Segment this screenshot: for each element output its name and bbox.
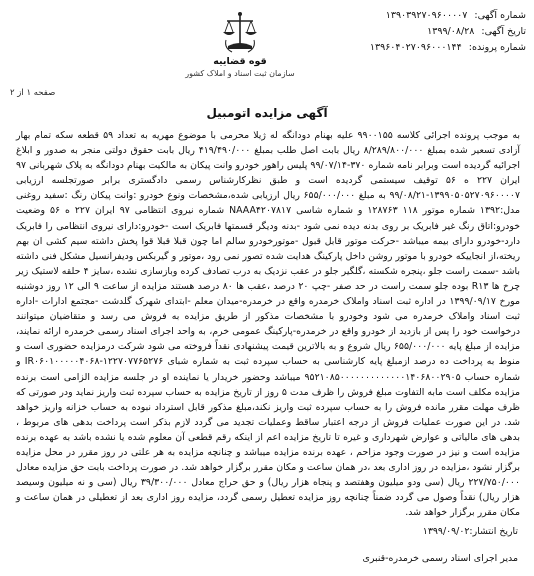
signature-line: مدیر اجرای اسناد رسمی خرمدره-قنبری (362, 553, 518, 564)
organization-block (170, 56, 310, 80)
ad-number: ۱۳۹۰۳۹۲۷۰۹۶۰۰۰۰۷ (385, 10, 468, 21)
page-number: صفحه ۱ از ۲ (10, 88, 56, 98)
judiciary-emblem-icon (220, 10, 260, 56)
ad-number-row (296, 8, 526, 24)
org-name: قوه قضاییه (213, 56, 267, 67)
case-number-label: شماره پرونده: (468, 42, 526, 53)
case-number-row (296, 40, 526, 56)
publication-date: تاریخ انتشار:۱۳۹۹/۰۹/۰۲ (422, 526, 518, 537)
ad-date: ۱۳۹۹/۰۸/۲۸ (427, 26, 475, 37)
case-number: ۱۳۹۶۰۴۰۲۷۰۹۶۰۰۰۱۴۴ (369, 42, 462, 53)
ad-number-label: شماره آگهی: (474, 10, 526, 21)
auction-notice-body: به موجب پرونده اجرائی کلاسه ۹۹۰۰۱۵۵ علیه بهنام دودانگه له ژیلا محرمی با موضوع مهریه به تعداد ۵۹ قطعه سکه تمام بهار آزادی تسعیر شده بمبلغ ۸/۲۸۹/۸۰۰/۰۰۰ ریال بابت اصل طلب بمبلغ ۴۱۹/۴۹۰/۰۰۰ ریال بابت حقوق دولتی منجر به صدور و ابلاغ اجرائیه گردیده است وبرابر نامه شماره ۳۷۰-۹۹/۰۷/۱۴ پلیس راهور خودرو وانت پیکان به مالکیت بهنام دودانگه به پلاک شهربانی ۹۷ ایران ۲۲۷ ه ۵۶ توقیف سیستمی گردیده است و طبق نظرکارشناس رسمی دادگستری برابر صورتجلسه ارزیابی ۱۳۹۹۰۵۰۵۲۷۰۹۶۰۰۰۰۷-۹۹/۰۸/۲۱ به مبلغ ۶۵۵/۰۰۰/۰۰۰ ریال ارزیابی شده،مشخصات ونوع خودرو :وانت پیکان رنگ :سفید روغنی مدل:۱۳۹۲ شماره موتور ۱۱۸ ۱۲۸۷۶۳ و شماره شاسی NAAA۴۲۰۷۸۱۷ شماره نیروی انتظامی ۹۷ ایران ۲۲۷ ه ۵۶ وضعیت خودرو:اتاق رنگ غیر فابریک بر روی بدنه دیده نمی شود -بدنه ودیگر قسمتها فابریک است -خودرو:دارای نیروی انتظامی را فابریک دارد-خودرو دارای بیمه میباشد -حرکت موتور قابل قبول -موتورخودرو سالم اما چون قبلا قبلا قوا پخش داشته سیم کشی ان بهم ریخته،از انجاییکه خودرو با موتور روشن داخل پارکینگ هدایت شده تصور نمی رود ،موتور و گیربکس ودیفرانسیل مشکل فنی داشته باشد -سمت راست جلو ،پنجره شکسته ،گلگیر جلو در عقب نزدیک به درب تصادف کرده وبازسازی نشده ،سایز ۴ حلقه لاستیک زیر چرخ ها R۱۳ بوده جلو سمت راست در حد صفر -چپ ۲۰ درصد ،عقب ها ۸۰ درصد هستند مزایده از ساعت ۹ الی ۱۲ روز دوشنبه مورخ ۱۳۹۹/۰۹/۱۷ در اداره ثبت اسناد واملاک خرمدره واقع در خرمدره-میدان معلم -ابتدای شهرک گلدشت -مجتمع ادارات -اداره ثبت اسناد واملاک خرمدره می شود وخودرو با مشخصات مذکور از طریق مزایده به فروش می رسد و متقاضیان میتوانند درخواست خود را پس از بازدید از خودرو واقع در خرمدره-پارکینگ عمومی خرم، به واحد اجرای اسناد رسمی خرمدره ارائه نمایند، مزایده از مبلغ پایه ۶۵۵/۰۰۰/۰۰۰ ریال شروع و به بالاترین قیمت پیشنهادی نقداً فروخته می شود شرکت درمزایده حضوری است و منوط به پرداخت ده درصد ازمبلغ پایه کارشناسی به حساب سپرده ثبت به شماره شبای IR۰۶۰۱۰۰۰۰۰۴۰۶۸-۱۲۲۷۰۷۷۶۵۲۷۶ و شماره حساب ۹۵۲۱۰۸۵۰۰۰۰۰۰۰۰۰۰۰۰۰۱۴۰۶۸۰۰۲۹۰۵ میباشد وحضور خریدار یا نماینده او در جلسه مزایده الزامی است برنده مزایده مکلف است مابه التفاوت مبلغ فروش را ظرف مدت ۵ روز از تاریخ مزایده به حساب سپرده ثبت واریز نماید ودر صورتی که ظرف مهلت مقرر مانده فروش را به حساب سپرده ثبت واریز نکند،مبلغ مذکور قابل استرداد نبوده به حساب خزانه واریز خواهد شد. در این صورت عملیات فروش از درجه اعتبار ساقط وعملیات تجدید می گردد لازم بذکر است پرداخت بدهی های مربوط ، بدهی های مالیاتی و عوارض شهرداری و غیره تا تاریخ مزایده اعم از اینکه رقم قطعی آن معلوم شده یا نشده باشد به عهده برنده مزایده است و نیز در صورت وجود مزاحم ، عهده برنده مزایده میباشد و چنانچه مزایده به هر علتی در روز مقرر در محل مزایده برگزار نشود ،مزایده در روز اداری بعد ،در همان ساعت و مکان مقرر برگزار خواهد شد. در صورت پرداخت بابت حق مزایده معادل ۲۲۷/۷۵۰/۰۰۰ ریال (سی ودو میلیون وهفتصد و پنجاه هزار ریال) و حق حراج معادل ۳۹/۳۰۰/۰۰۰ ریال (سی و نه میلیون وسیصد هزار ریال) نقداً وصول می گردد ضمناً چنانچه روز مزایده تعطیل رسمی گردد، مزایده روز اداری بعد از تعطیلی در همان ساعت و مکان مقرر برگزار خواهد شد. (16, 130, 521, 519)
ad-date-row (296, 24, 526, 40)
header-meta (296, 8, 526, 56)
document-title: آگهی مزایده اتومبیل (206, 106, 328, 120)
org-subname: سازمان ثبت اسناد و املاک کشور (185, 69, 295, 78)
ad-date-label: تاریخ آگهی: (481, 26, 526, 37)
